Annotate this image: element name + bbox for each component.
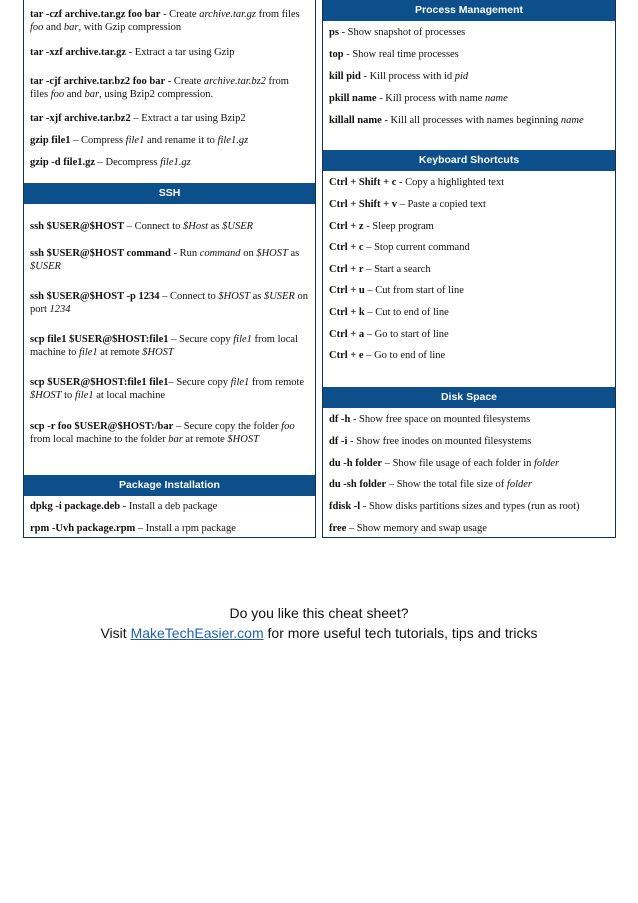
description-text: and [64,89,85,100]
description-text: from local machine to [30,334,298,358]
description-text: – Start a search [363,264,431,275]
command-text: tar -czf archive.tar.gz foo bar [30,9,161,20]
description-text: as [249,291,264,302]
footer-visit-text: Visit [100,625,131,641]
keyboard-entry [323,284,470,297]
left-column [23,0,316,538]
command-text: Ctrl + Shift + v [329,199,397,210]
description-text: – Show file usage of each folder in [382,458,535,469]
description-text: - Show real time processes [343,49,459,60]
command-text: ssh $USER@$HOST -p 1234 [30,291,160,302]
command-text: ps [329,27,339,38]
description-text: and [43,22,64,33]
keyboard-entry [323,198,492,211]
package-entry [24,522,242,535]
tar-entry [24,134,254,147]
placeholder-text: $HOST [227,434,259,445]
description-text: - Show free inodes on mounted filesystems [347,436,532,447]
command-text: Ctrl + u [329,285,365,296]
description-text: - Kill all processes with names beginning [381,115,561,126]
placeholder-text: archive.tar.bz2 [203,76,266,87]
placeholder-text: foo [50,89,65,100]
placeholder-text: foo [30,22,44,33]
placeholder-text: file1.gz [217,135,249,146]
description-text: – Show memory and swap usage [346,523,487,534]
command-text: tar -xjf archive.tar.bz2 [30,113,131,124]
placeholder-text: $USER [263,291,295,302]
description-text: as [287,248,300,259]
disk-header: Disk Space [323,387,615,408]
description-text: – Stop current command [363,242,470,253]
command-text: du -sh folder [329,479,387,490]
tar-entry [24,75,315,101]
placeholder-text: archive.tar.gz [199,9,256,20]
tar-entry [24,8,315,34]
command-text: rpm -Uvh package.rpm [30,523,136,534]
command-text: df -h [329,414,351,425]
command-text: Ctrl + Shift + c [329,177,397,188]
placeholder-text: $HOST [142,347,174,358]
placeholder-text: name [560,115,584,126]
process-header: Process Management [323,0,615,21]
description-text: at remote [182,434,228,445]
keyboard-entry [323,176,510,189]
placeholder-text: command [199,248,241,259]
description-text: - Create [160,9,200,20]
placeholder-text: 1234 [49,304,71,315]
description-text: - Install a deb package [120,501,218,512]
description-text: – Extract a tar using Bzip2 [130,113,246,124]
disk-entry [323,413,536,426]
ssh-entry [24,247,315,273]
ssh-entry [24,376,315,402]
placeholder-text: $HOST [256,248,288,259]
ssh-entry [24,220,259,233]
description-text: - Sleep program [363,221,434,232]
disk-entry [323,522,493,535]
description-text: from files [30,76,289,100]
description-text: at local machine [93,390,166,401]
description-text: from remote [249,377,305,388]
description-text: - Show free space on mounted filesystems [350,414,531,425]
description-text: – Connect to [124,221,184,232]
description-text: - Run [170,248,200,259]
command-text: Ctrl + a [329,329,365,340]
placeholder-text: $USER [30,261,61,272]
placeholder-text: folder [534,458,560,469]
description-text: , using Bzip2 compression. [99,89,214,100]
description-text: as [208,221,223,232]
right-column [322,0,616,538]
maketecheasier-link[interactable]: MakeTechEasier.com [130,625,264,641]
process-entry [323,70,474,83]
disk-entry [323,457,565,470]
placeholder-text: bar [168,434,183,445]
command-text: fdisk -l [329,501,361,512]
footer-promo [0,625,638,641]
footer-question: Do you like this cheat sheet? [229,605,409,621]
description-text: - Extract a tar using Gzip [126,47,235,58]
command-text: tar -cjf archive.tar.bz2 foo bar [30,76,166,87]
process-entry [323,26,471,39]
description-text: to [61,390,75,401]
command-text: Ctrl + k [329,307,365,318]
placeholder-text: file1 [74,390,94,401]
command-text: top [329,49,344,60]
description-text: and rename it to [144,135,218,146]
description-text: , with Gzip compression [78,22,182,33]
placeholder-text: $HOST [30,390,62,401]
description-text: - Show disks partitions sizes and types (run as root) [360,501,580,512]
disk-entry [323,478,538,491]
description-text: at remote [97,347,143,358]
disk-entry [323,500,586,513]
tar-entry [24,156,197,169]
description-text: - Show snapshot of processes [338,27,466,38]
description-text: – Show the total file size of [386,479,507,490]
keyboard-entry [323,263,437,276]
placeholder-text: pid [454,71,469,82]
command-text: Ctrl + r [329,264,364,275]
placeholder-text: $Host [183,221,209,232]
process-entry [323,92,514,105]
keyboard-header: Keyboard Shortcuts [323,150,615,171]
placeholder-text: file1.gz [160,157,191,168]
command-text: gzip -d file1.gz [30,157,96,168]
placeholder-text: file1 [78,347,98,358]
command-text: free [329,523,347,534]
keyboard-entry [323,306,455,319]
placeholder-text: file1 [125,135,145,146]
command-text: gzip file1 [30,135,71,146]
description-text: - Kill process with name [376,93,486,104]
description-text: - Copy a highlighted text [396,177,504,188]
keyboard-entry [323,241,476,254]
description-text: - Kill process with id [360,71,455,82]
footer-rest-text: for more useful tech tutorials, tips and tricks [263,625,538,641]
description-text: – Paste a copied text [396,199,486,210]
keyboard-entry [323,328,455,341]
description-text: – Connect to [159,291,219,302]
command-text: scp -r foo $USER@$HOST:/bar [30,421,174,432]
command-text: scp $USER@$HOST:file1 file1 [30,377,169,388]
command-text: Ctrl + z [329,221,364,232]
description-text: from files [256,9,300,20]
ssh-header: SSH [24,183,315,204]
process-entry [323,114,590,127]
command-text: df -i [329,436,348,447]
description-text: – Install a rpm package [135,523,236,534]
placeholder-text: bar [63,22,79,33]
description-text: – Compress [70,135,126,146]
description-text: from local machine to the folder [30,434,169,445]
command-text: ssh $USER@$HOST command [30,248,171,259]
tar-entry [24,46,241,59]
command-text: du -h folder [329,458,383,469]
description-text: – Go to start of line [364,329,449,340]
command-text: tar -xzf archive.tar.gz [30,47,127,58]
description-text: – Cut from start of line [364,285,464,296]
description-text: – Secure copy the folder [173,421,282,432]
package-header: Package Installation [24,475,315,496]
ssh-entry [24,333,315,359]
placeholder-text: file1 [233,334,252,345]
ssh-entry [24,290,315,316]
command-text: killall name [329,115,382,126]
tar-entry [24,112,252,125]
description-text: – Decompress [95,157,161,168]
command-text: dpkg -i package.deb [30,501,121,512]
command-text: scp file1 $USER@$HOST:file1 [30,334,169,345]
description-text: on [240,248,257,259]
ssh-entry [24,420,315,446]
placeholder-text: $HOST [218,291,250,302]
package-entry [24,500,223,513]
placeholder-text: $USER [222,221,254,232]
description-text: – Go to end of line [363,350,446,361]
disk-entry [323,435,537,448]
placeholder-text: file1 [230,377,250,388]
description-text: - Create [165,76,204,87]
description-text: – Secure copy [168,334,234,345]
command-text: Ctrl + e [329,350,364,361]
command-text: ssh $USER@$HOST [30,221,125,232]
keyboard-entry [323,349,451,362]
placeholder-text: name [485,93,508,104]
description-text: – Secure copy [168,377,231,388]
command-text: pkill name [329,93,377,104]
placeholder-text: folder [506,479,533,490]
command-text: Ctrl + c [329,242,364,253]
placeholder-text: bar [84,89,100,100]
keyboard-entry [323,220,440,233]
process-entry [323,48,465,61]
command-text: kill pid [329,71,361,82]
description-text: – Cut to end of line [364,307,449,318]
description-text: on port [30,291,308,315]
placeholder-text: foo [281,421,295,432]
